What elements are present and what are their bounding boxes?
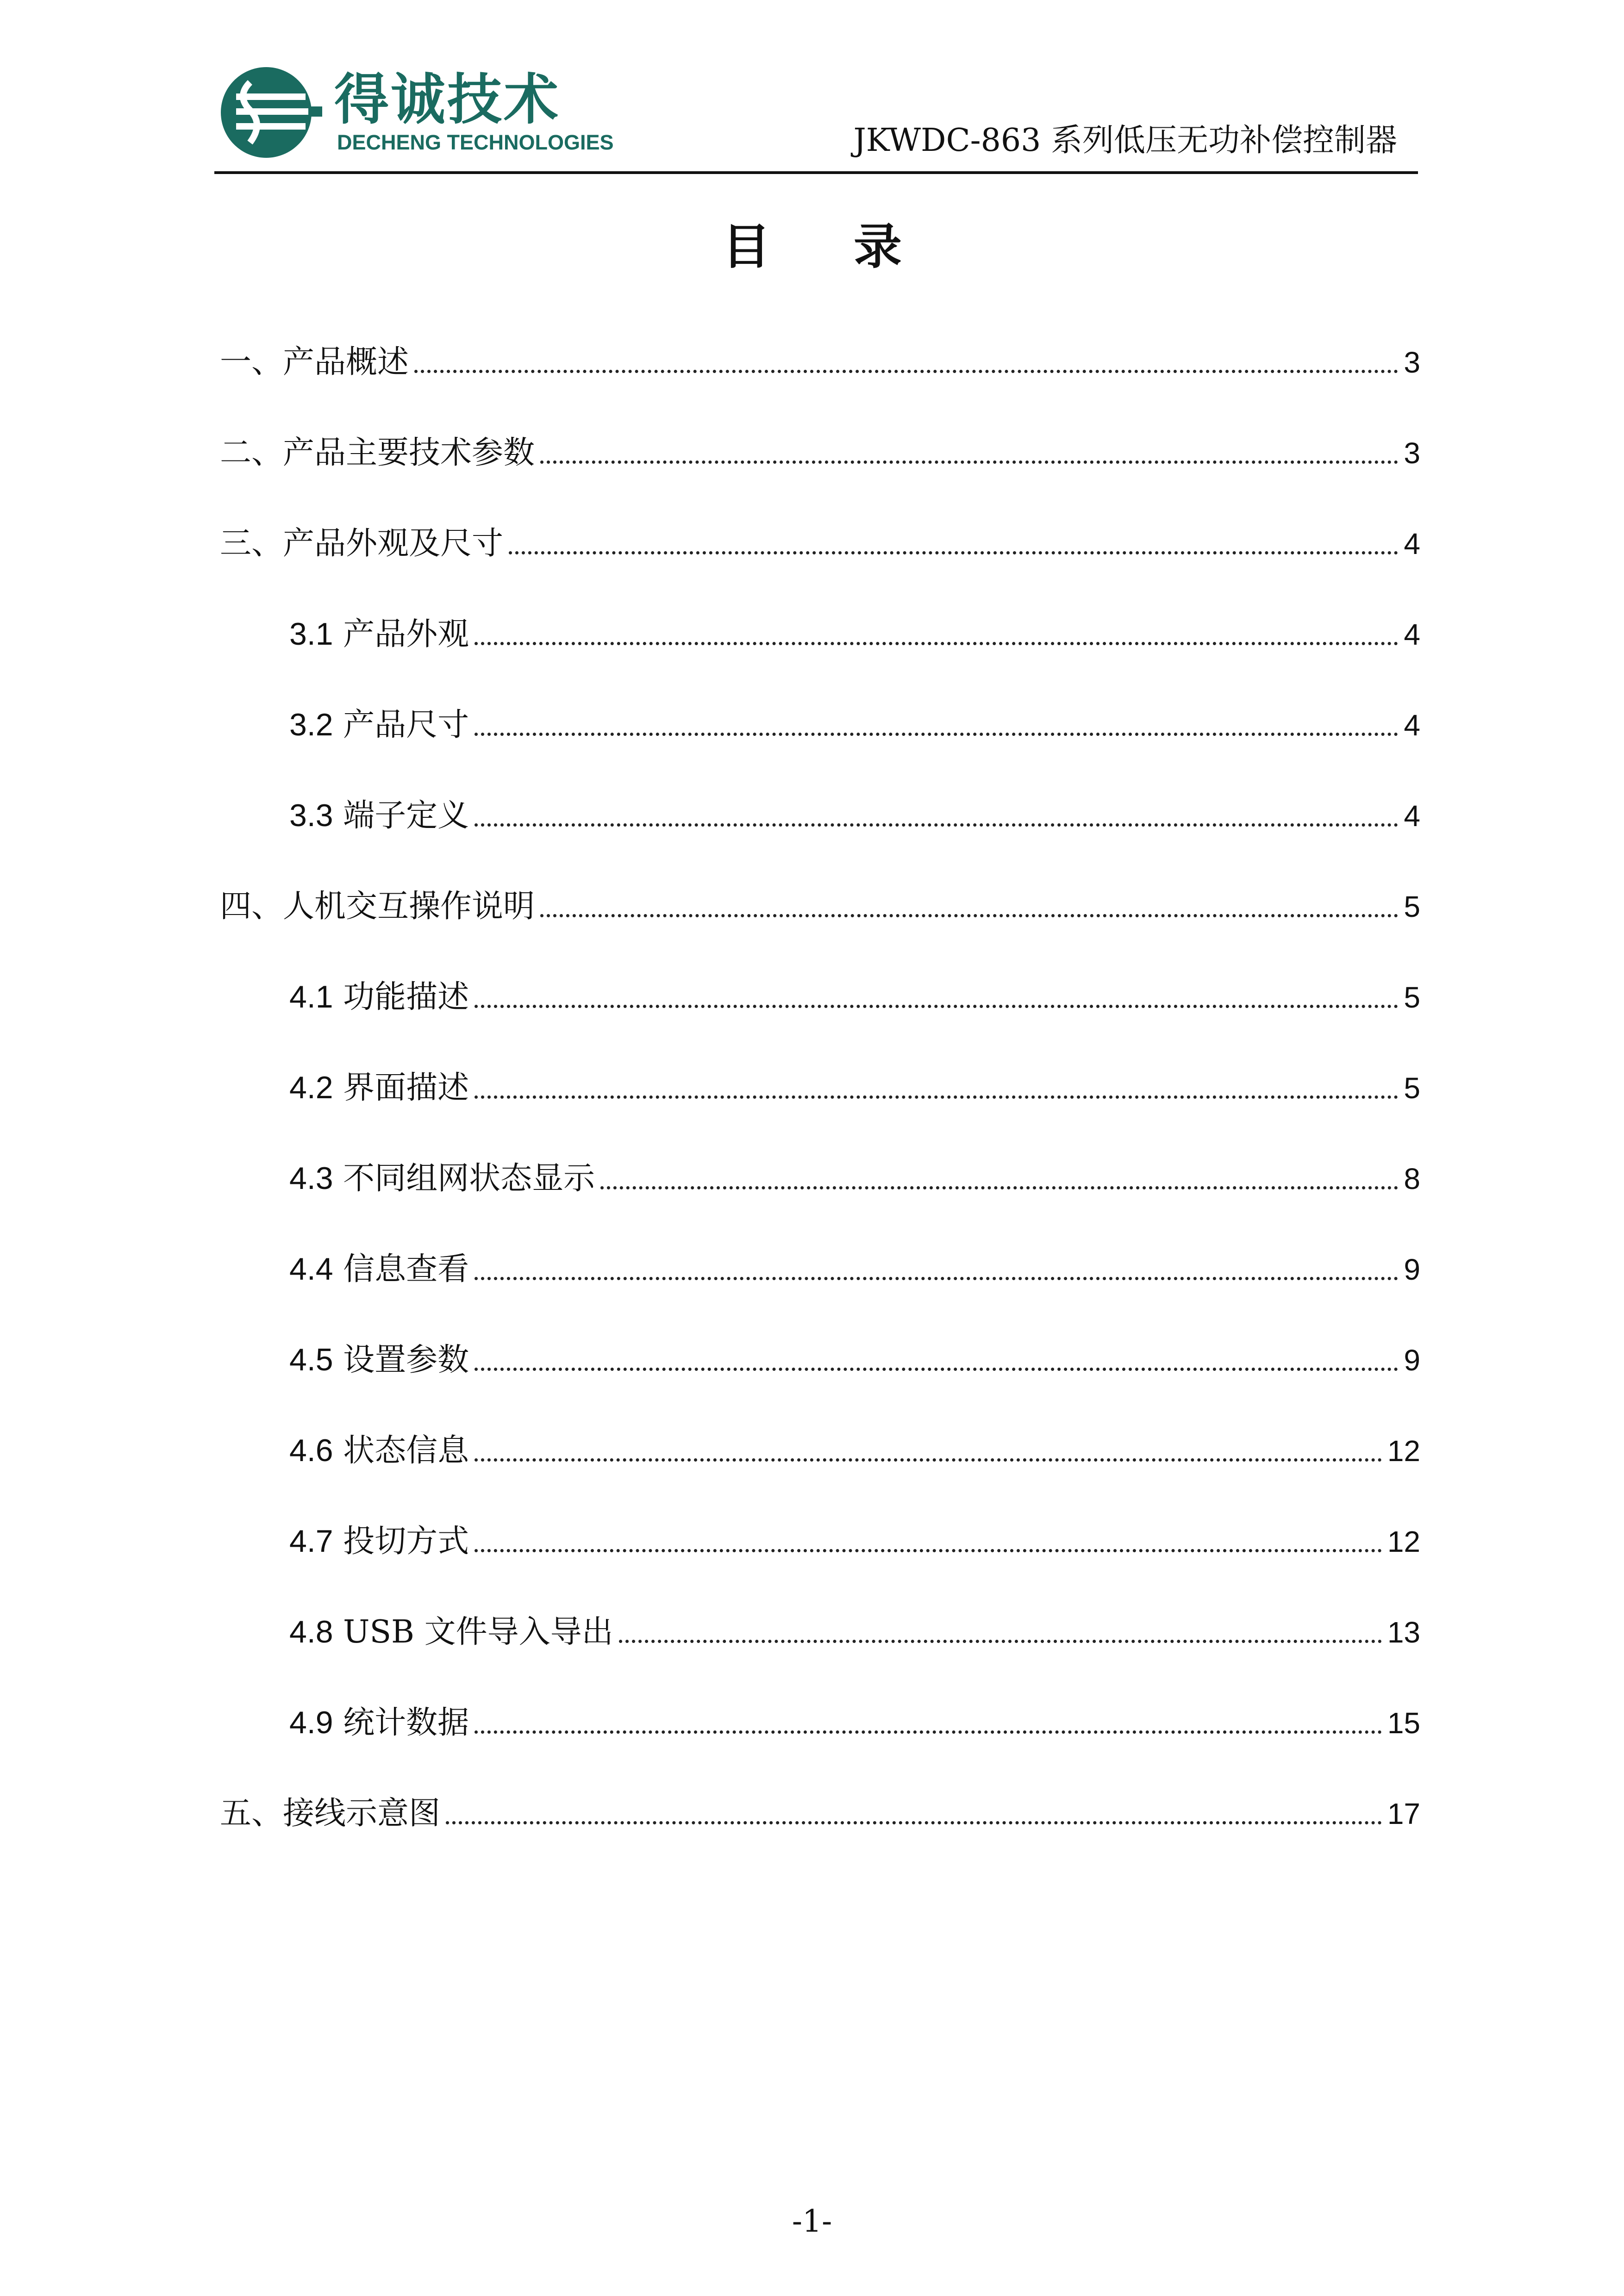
toc-entry-text: 界面描述 (343, 1070, 469, 1106)
document-title: JKWDC-863 系列低压无功补偿控制器 (853, 122, 1397, 159)
toc-entry[interactable] (220, 428, 1420, 474)
toc-entry-number: 4.5 (289, 1342, 333, 1377)
toc-entry[interactable] (220, 1788, 1420, 1835)
toc-entry-label: 一、产品概述 (220, 344, 409, 380)
toc-entry[interactable] (289, 1425, 1420, 1472)
toc-entry-number: 4.7 (289, 1524, 333, 1559)
toc-entry-page: 4 (1404, 618, 1420, 651)
toc-entry-number: 4.3 (289, 1161, 333, 1196)
toc-entry-text: 不同组网状态显示 (343, 1160, 595, 1197)
toc-leader-dots (475, 733, 1398, 736)
toc-entry[interactable] (289, 1698, 1420, 1744)
toc-leader-dots (475, 1458, 1382, 1462)
toc-entry-label (289, 1157, 595, 1200)
toc-leader-dots (475, 1277, 1398, 1280)
toc-entry-page: 3 (1404, 436, 1420, 470)
toc-leader-dots (509, 551, 1398, 554)
toc-entry-page: 5 (1404, 981, 1420, 1014)
toc-entry-label: 五、接线示意图 (220, 1795, 441, 1832)
toc-entry[interactable] (289, 1516, 1420, 1562)
toc-entry-page: 4 (1404, 527, 1420, 560)
toc-entry[interactable] (289, 609, 1420, 655)
toc-entry-text: 统计数据 (343, 1705, 469, 1741)
toc-entry-number: 4.4 (289, 1251, 333, 1287)
toc-entry-label (289, 795, 469, 837)
toc-entry-number: 4.9 (289, 1705, 333, 1740)
toc-entry[interactable] (220, 518, 1420, 565)
toc-entry-label (289, 1339, 469, 1381)
toc-entry-label (289, 1067, 469, 1109)
toc-entry[interactable] (220, 881, 1420, 927)
toc-entry-label (289, 1611, 613, 1653)
toc-entry-text: 功能描述 (343, 979, 469, 1015)
toc-leader-dots (475, 1368, 1398, 1371)
toc-entry[interactable] (289, 1335, 1420, 1381)
toc-entry-label (289, 704, 469, 746)
toc-leader-dots (446, 1821, 1382, 1824)
toc-entry-label (289, 1430, 469, 1472)
toc-entry-text: 产品外观 (343, 616, 469, 653)
brand-name-en: DECHENG TECHNOLOGIES (337, 131, 614, 154)
toc-entry-page: 12 (1387, 1434, 1420, 1468)
toc-entry-number: 3.3 (289, 798, 333, 833)
brand-name-cn: 得诚技术 (334, 68, 561, 131)
toc-entry-page: 13 (1387, 1616, 1420, 1649)
toc-entry-label: 三、产品外观及尺寸 (220, 525, 504, 562)
toc-entry-text: 状态信息 (343, 1432, 469, 1469)
toc-entry-number: 3.1 (289, 616, 333, 652)
toc-entry-label: 二、产品主要技术参数 (220, 435, 535, 471)
header-divider (214, 171, 1418, 174)
toc-leader-dots (540, 460, 1398, 464)
toc-entry-text: 设置参数 (343, 1342, 469, 1378)
toc-entry[interactable] (289, 790, 1420, 837)
toc-entry-text: USB 文件导入导出 (343, 1614, 613, 1650)
toc-entry[interactable] (289, 1153, 1420, 1200)
toc-entry[interactable] (289, 972, 1420, 1018)
toc-entry-text: 投切方式 (343, 1523, 469, 1560)
company-logo-icon (218, 64, 324, 161)
toc-entry-label (289, 1248, 469, 1290)
toc-entry-label: 四、人机交互操作说明 (220, 888, 535, 925)
toc-entry[interactable] (289, 1607, 1420, 1653)
toc-entry-page: 4 (1404, 799, 1420, 833)
toc-entry[interactable] (220, 337, 1420, 383)
toc-entry-page: 15 (1387, 1706, 1420, 1740)
toc-entry-page: 5 (1404, 1071, 1420, 1105)
toc-entry-number: 4.1 (289, 979, 333, 1014)
toc-entry[interactable] (289, 700, 1420, 746)
page-number: -1- (792, 2203, 832, 2239)
toc-entry-page: 9 (1404, 1253, 1420, 1286)
toc-entry-label (289, 976, 469, 1018)
toc-leader-dots (475, 1730, 1382, 1734)
toc-entry-page: 9 (1404, 1344, 1420, 1377)
toc-leader-dots (619, 1640, 1382, 1643)
toc-entry-label (289, 1702, 469, 1744)
toc-leader-dots (475, 1005, 1398, 1008)
toc-leader-dots (414, 370, 1398, 373)
toc-entry[interactable] (289, 1063, 1420, 1109)
toc-entry-page: 12 (1387, 1525, 1420, 1558)
toc-entry-label (289, 613, 469, 655)
toc-entry-page: 4 (1404, 709, 1420, 742)
toc-entry-page: 5 (1404, 890, 1420, 923)
toc-leader-dots (475, 823, 1398, 827)
toc-entry-text: 产品尺寸 (343, 707, 469, 743)
toc-title: 目录 (722, 218, 985, 275)
toc-entry-page: 17 (1387, 1797, 1420, 1830)
toc-entry-text: 端子定义 (343, 797, 469, 834)
toc-leader-dots (475, 642, 1398, 645)
toc-entry-number: 4.2 (289, 1070, 333, 1105)
toc-leader-dots (600, 1186, 1398, 1189)
toc-entry-text: 信息查看 (343, 1251, 469, 1288)
toc-leader-dots (540, 914, 1398, 917)
toc-leader-dots (475, 1549, 1382, 1552)
toc-entry-label (289, 1520, 469, 1562)
toc-entry-page: 3 (1404, 346, 1420, 379)
toc-entry-number: 3.2 (289, 707, 333, 742)
toc-entry-number: 4.6 (289, 1433, 333, 1468)
toc-entry-page: 8 (1404, 1162, 1420, 1195)
toc-entry-number: 4.8 (289, 1614, 333, 1649)
toc-leader-dots (475, 1095, 1398, 1099)
toc-entry[interactable] (289, 1244, 1420, 1290)
